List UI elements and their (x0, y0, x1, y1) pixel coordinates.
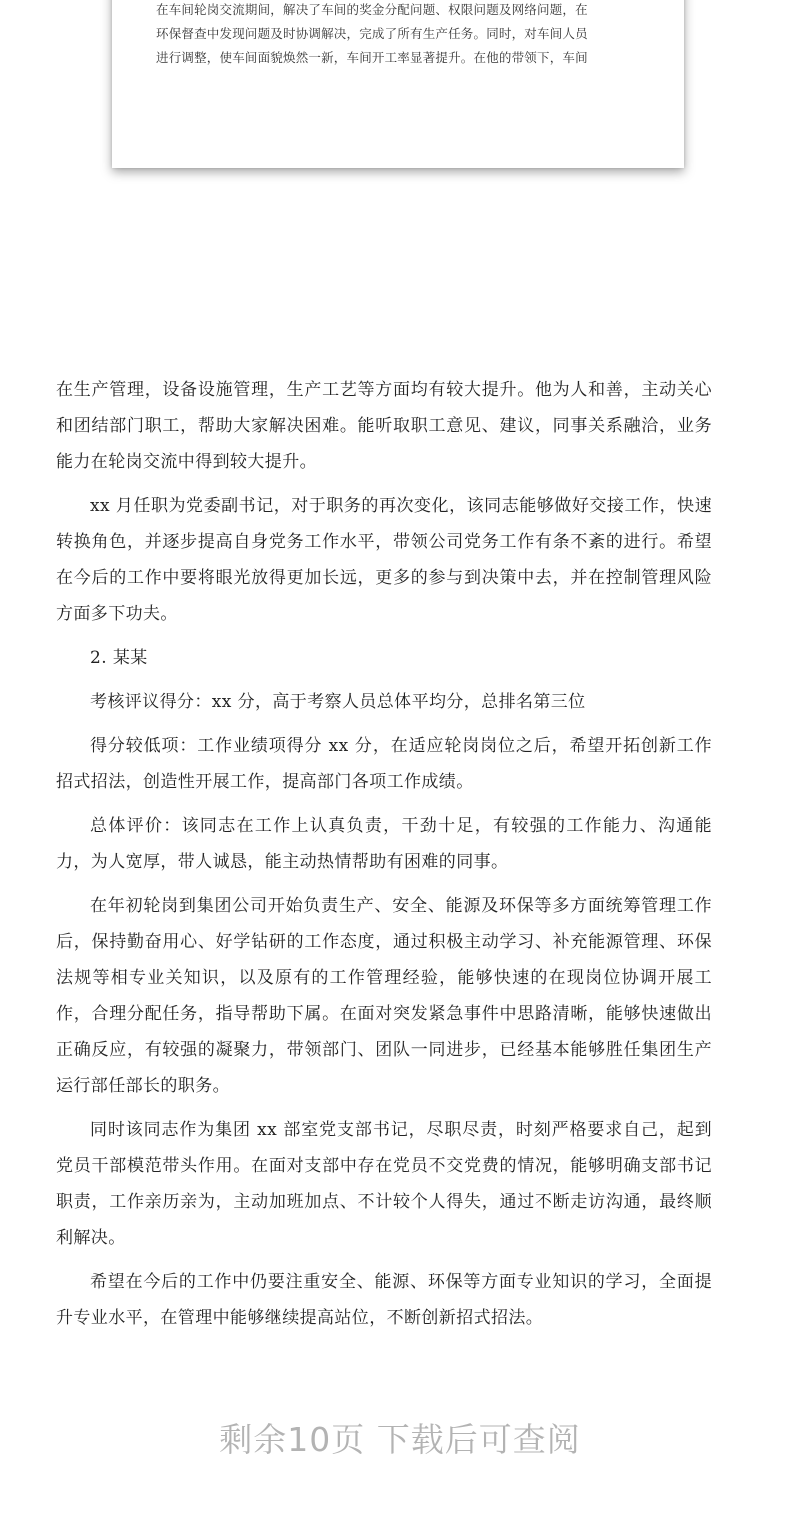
paragraph: 得分较低项：工作业绩项得分 xx 分，在适应轮岗岗位之后，希望开拓创新工作招式招法，创造性开展工作，提高部门各项工作成绩。 (56, 736, 712, 792)
section-heading: 2. 某某 (90, 648, 148, 668)
paragraph: 希望在今后的工作中仍要注重安全、能源、环保等方面专业知识的学习，全面提升专业水平，在管理中能够继续提高站位，不断创新招式招法。 (56, 1272, 712, 1328)
document-body (56, 372, 712, 1344)
paragraph: 总体评价：该同志在工作上认真负责，干劲十足，有较强的工作能力、沟通能力，为人宽厚，带人诚恳，能主动热情帮助有困难的同事。 (56, 816, 712, 872)
preview-line: 在车间轮岗交流期间，解决了车间的奖金分配问题、权限问题及网络问题，在 (156, 2, 588, 17)
preview-line: 进行调整，使车间面貌焕然一新，车间开工率显著提升。在他的带领下，车间 (156, 50, 588, 65)
preview-line: 环保督查中发现问题及时协调解决，完成了所有生产任务。同时，对车间人员 (156, 26, 588, 41)
paragraph: 同时该同志作为集团 xx 部室党支部书记，尽职尽责，时刻严格要求自己，起到党员干部模范带头作用。在面对支部中存在党员不交党费的情况，能够明确支部书记职责，工作亲历亲为，主动加班加点、不计较个人得失，通过不断走访沟通，最终顺利解决。 (56, 1120, 712, 1248)
paragraph: 在年初轮岗到集团公司开始负责生产、安全、能源及环保等多方面统筹管理工作后，保持勤奋用心、好学钻研的工作态度，通过积极主动学习、补充能源管理、环保法规等相专业关知识，以及原有的工作管理经验，能够快速的在现岗位协调开展工作，合理分配任务，指导帮助下属。在面对突发紧急事件中思路清晰，能够快速做出正确反应，有较强的凝聚力，带领部门、团队一同进步，已经基本能够胜任集团生产运行部任部长的职务。 (56, 896, 712, 1096)
page-preview-card (112, 0, 684, 168)
paragraph: xx 月任职为党委副书记，对于职务的再次变化，该同志能够做好交接工作，快速转换角色，并逐步提高自身党务工作水平，带领公司党务工作有条不紊的进行。希望在今后的工作中要将眼光放得更加长远，更多的参与到决策中去，并在控制管理风险方面多下功夫。 (56, 496, 712, 624)
paragraph: 考核评议得分：xx 分，高于考察人员总体平均分，总排名第三位 (90, 692, 586, 712)
paragraph: 在生产管理，设备设施管理，生产工艺等方面均有较大提升。他为人和善，主动关心和团结部门职工，帮助大家解决困难。能听取职工意见、建议，同事关系融洽，业务能力在轮岗交流中得到较大提升。 (56, 380, 712, 472)
remaining-pages-notice[interactable]: 剩余10页 下载后可查阅 (219, 1420, 581, 1459)
